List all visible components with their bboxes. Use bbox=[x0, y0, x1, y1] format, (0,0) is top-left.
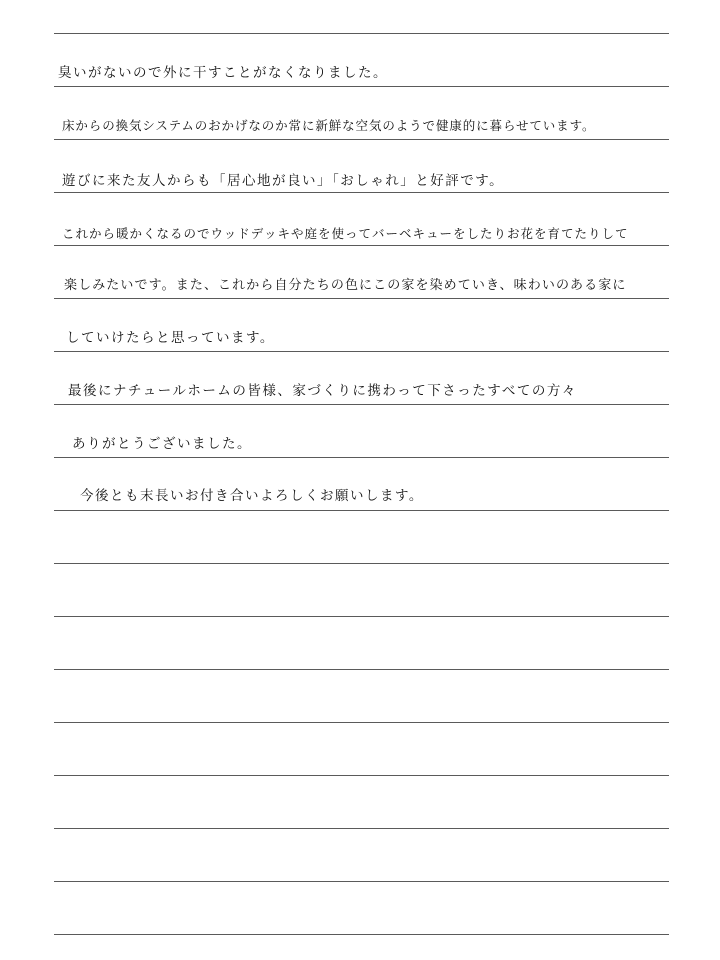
letter-line: ありがとうございました。 bbox=[72, 436, 252, 452]
letter-line: これから暖かくなるのでウッドデッキや庭を使ってバーベキューをしたりお花を育てたりして bbox=[62, 226, 629, 241]
letter-line: 今後とも末長いお付き合いよろしくお願いします。 bbox=[80, 488, 424, 504]
ruled-line bbox=[54, 192, 669, 193]
ruled-line bbox=[54, 775, 669, 776]
ruled-line bbox=[54, 563, 669, 564]
ruled-line bbox=[54, 881, 669, 882]
ruled-line bbox=[54, 404, 669, 405]
letter-line: 床からの換気システムのおかげなのか常に新鮮な空気のようで健康的に暮らせています。 bbox=[62, 118, 596, 133]
ruled-line bbox=[54, 828, 669, 829]
ruled-line bbox=[54, 457, 669, 458]
ruled-line bbox=[54, 86, 669, 87]
ruled-line bbox=[54, 510, 669, 511]
ruled-line bbox=[54, 33, 669, 34]
ruled-line bbox=[54, 669, 669, 670]
ruled-line bbox=[54, 245, 669, 246]
ruled-line bbox=[54, 298, 669, 299]
ruled-line bbox=[54, 351, 669, 352]
letter-line: 最後にナチュールホームの皆様、家づくりに携わって下さったすべての方々 bbox=[68, 383, 577, 399]
ruled-line bbox=[54, 934, 669, 935]
letter-line: 臭いがないので外に干すことがなくなりました。 bbox=[58, 65, 388, 81]
letter-line: していけたらと思っています。 bbox=[66, 330, 275, 346]
letter-line: 楽しみたいです。また、これから自分たちの色にこの家を染めていき、味わいのある家に bbox=[64, 278, 627, 293]
letter-line: 遊びに来た友人からも「居心地が良い」「おしゃれ」と好評です。 bbox=[62, 173, 505, 189]
ruled-line bbox=[54, 722, 669, 723]
ruled-line bbox=[54, 616, 669, 617]
ruled-line bbox=[54, 139, 669, 140]
